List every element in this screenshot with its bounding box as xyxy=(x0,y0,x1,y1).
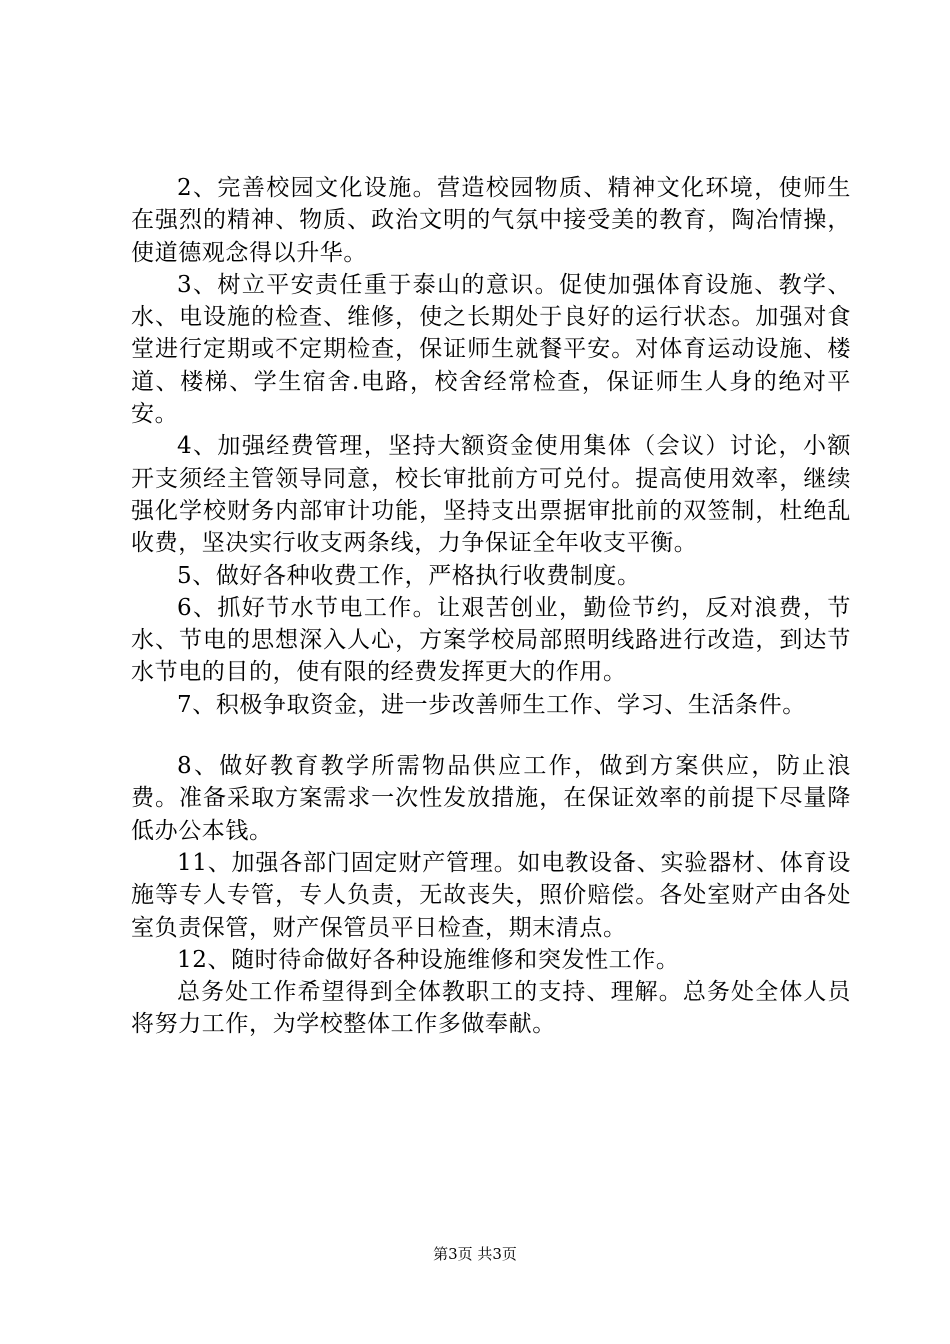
document-body xyxy=(131,172,851,1041)
page-footer: 第3页 共3页 xyxy=(433,1245,517,1263)
paragraph-item-11: 11、加强各部门固定财产管理。如电教设备、实验器材、体育设施等专人专管，专人负责，无故丧失，照价赔偿。各处室财产由各处室负责保管，财产保管员平日检查，期末清点。 xyxy=(131,849,851,941)
paragraph-item-6: 6、抓好节水节电工作。让艰苦创业，勤俭节约，反对浪费，节水、节电的思想深入人心，方案学校局部照明线路进行改造，到达节水节电的目的，使有限的经费发挥更大的作用。 xyxy=(131,594,851,686)
paragraph-item-12: 12、随时待命做好各种设施维修和突发性工作。 xyxy=(177,946,680,973)
paragraph-item-2: 2、完善校园文化设施。营造校园物质、精神文化环境，使师生在强烈的精神、物质、政治文明的气氛中接受美的教育，陶冶情操，使道德观念得以升华。 xyxy=(131,175,851,266)
paragraph-item-4: 4、加强经费管理，坚持大额资金使用集体（会议）讨论，小额开支须经主管领导同意，校长审批前方可兑付。提高使用效率，继续强化学校财务内部审计功能，坚持支出票据审批前的双签制，杜绝乱收费，坚决实行收支两条线，力争保证全年收支平衡。 xyxy=(131,433,851,557)
paragraph-item-3: 3、树立平安责任重于泰山的意识。促使加强体育设施、教学、水、电设施的检查、维修，使之长期处于良好的运行状态。加强对食堂进行定期或不定期检查，保证师生就餐平安。对体育运动设施、楼道、楼梯、学生宿舍.电路，校舍经常检查，保证师生人身的绝对平安。 xyxy=(131,271,851,428)
paragraph-item-8: 8、做好教育教学所需物品供应工作，做到方案供应，防止浪费。准备采取方案需求一次性发放措施，在保证效率的前提下尽量降低办公本钱。 xyxy=(131,753,851,844)
paragraph-item-7: 7、积极争取资金，进一步改善师生工作、学习、生活条件。 xyxy=(177,691,806,718)
paragraph-item-5: 5、做好各种收费工作，严格执行收费制度。 xyxy=(177,562,641,589)
paragraph-closing: 总务处工作希望得到全体教职工的支持、理解。总务处全体人员将努力工作，为学校整体工作多做奉献。 xyxy=(131,979,851,1038)
